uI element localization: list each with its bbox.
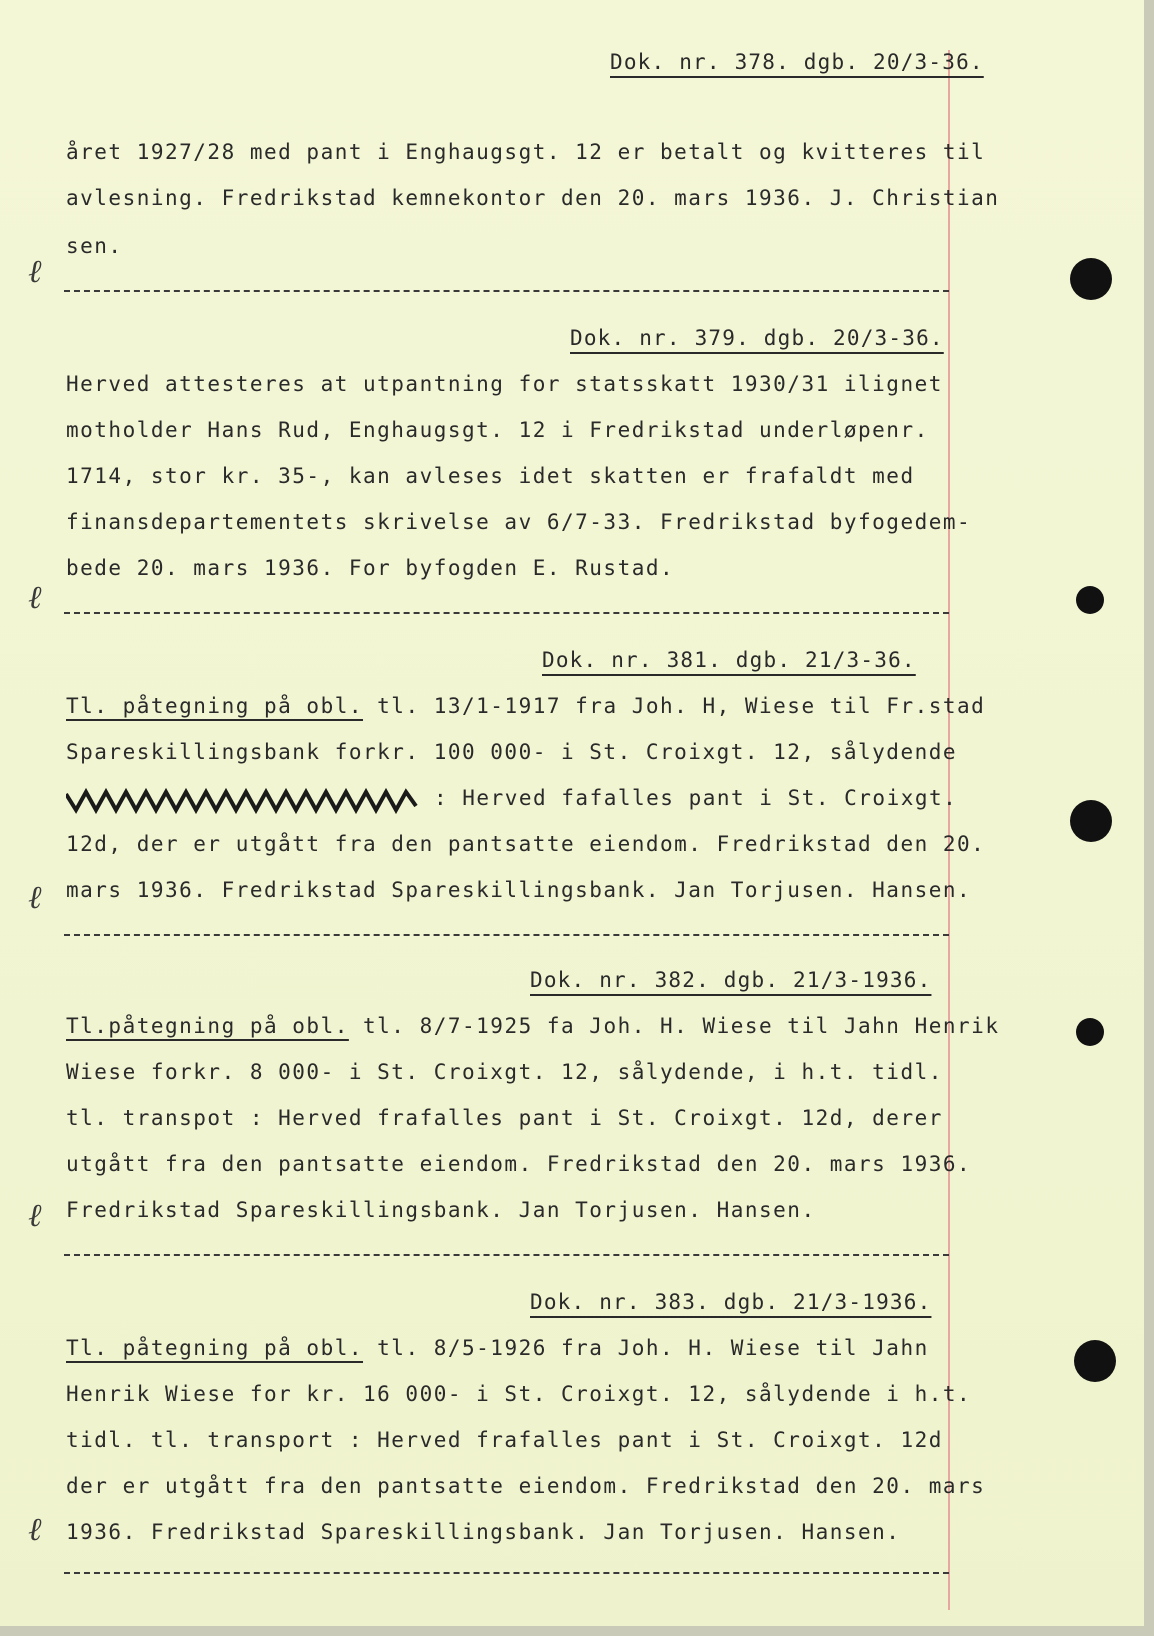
doc-line: 1936. Fredrikstad Spareskillingsbank. Jan Torjusen. Hansen. bbox=[66, 1520, 901, 1544]
doc-line: Henrik Wiese for kr. 16 000- i St. Croixgt. 12, sålydende i h.t. bbox=[66, 1382, 972, 1406]
doc-line: tidl. tl. transport : Herved frafalles pant i St. Croixgt. 12d bbox=[66, 1428, 943, 1452]
doc-line: tl. transpot : Herved frafalles pant i St. Croixgt. 12d, derer bbox=[66, 1106, 943, 1130]
separator bbox=[64, 290, 949, 292]
doc-line: mars 1936. Fredrikstad Spareskillingsbank. Jan Torjusen. Hansen. bbox=[66, 878, 972, 902]
doc-line: Fredrikstad Spareskillingsbank. Jan Torjusen. Hansen. bbox=[66, 1198, 816, 1222]
doc-line: der er utgått fra den pantsatte eiendom. Fredrikstad den 20. mars bbox=[66, 1474, 986, 1498]
doc-line-rest: tl. 8/7-1925 fa Joh. H. Wiese til Jahn Henrik bbox=[348, 1014, 1000, 1038]
doc-line: bede 20. mars 1936. For byfogden E. Rustad. bbox=[66, 556, 675, 580]
doc-line-rest: tl. 13/1-1917 fra Joh. H, Wiese til Fr.stad bbox=[363, 694, 986, 718]
punch-hole-icon bbox=[1076, 1018, 1104, 1046]
doc-header: Dok. nr. 378. dgb. 20/3-36. bbox=[610, 50, 984, 74]
doc-header: Dok. nr. 382. dgb. 21/3-1936. bbox=[530, 968, 932, 992]
handwritten-mark-icon: ℓ bbox=[28, 1510, 42, 1548]
doc-lead: Tl. påtegning på obl. bbox=[66, 1336, 364, 1360]
doc-line bbox=[66, 1336, 929, 1360]
separator bbox=[64, 1572, 949, 1574]
doc-line: 12d, der er utgått fra den pantsatte eiendom. Fredrikstad den 20. bbox=[66, 832, 986, 856]
doc-line: Wiese forkr. 8 000- i St. Croixgt. 12, sålydende, i h.t. tidl. bbox=[66, 1060, 943, 1084]
doc-line: avlesning. Fredrikstad kemnekontor den 20. mars 1936. J. Christian bbox=[66, 186, 1000, 210]
handwritten-mark-icon: ℓ bbox=[28, 578, 42, 616]
punch-hole-icon bbox=[1074, 1340, 1116, 1382]
doc-line: finansdepartementets skrivelse av 6/7-33. Fredrikstad byfogedem- bbox=[66, 510, 972, 534]
doc-line: Spareskillingsbank forkr. 100 000- i St. Croixgt. 12, sålydende bbox=[66, 740, 958, 764]
doc-line: sen. bbox=[66, 234, 123, 258]
struck-out-text-icon bbox=[66, 784, 426, 814]
handwritten-mark-icon: ℓ bbox=[28, 1196, 42, 1234]
doc-line: : Herved fafalles pant i St. Croixgt. bbox=[434, 786, 958, 810]
punch-hole-icon bbox=[1076, 586, 1104, 614]
margin-rule bbox=[948, 50, 950, 1610]
doc-line: året 1927/28 med pant i Enghaugsgt. 12 er betalt og kvitteres til bbox=[66, 140, 986, 164]
punch-hole-icon bbox=[1070, 800, 1112, 842]
doc-lead: Tl.påtegning på obl. bbox=[66, 1014, 349, 1038]
separator bbox=[64, 934, 949, 936]
separator bbox=[64, 612, 949, 614]
doc-line bbox=[66, 1014, 999, 1038]
doc-line: motholder Hans Rud, Enghaugsgt. 12 i Fredrikstad underløpenr. bbox=[66, 418, 929, 442]
doc-lead: Tl. påtegning på obl. bbox=[66, 694, 364, 718]
doc-line-rest: tl. 8/5-1926 fra Joh. H. Wiese til Jahn bbox=[363, 1336, 929, 1360]
doc-header: Dok. nr. 381. dgb. 21/3-36. bbox=[542, 648, 916, 672]
doc-line: Herved attesteres at utpantning for statsskatt 1930/31 ilignet bbox=[66, 372, 943, 396]
doc-line: utgått fra den pantsatte eiendom. Fredrikstad den 20. mars 1936. bbox=[66, 1152, 972, 1176]
doc-line bbox=[66, 694, 985, 718]
handwritten-mark-icon: ℓ bbox=[28, 252, 42, 290]
handwritten-mark-icon: ℓ bbox=[28, 878, 42, 916]
doc-header: Dok. nr. 379. dgb. 20/3-36. bbox=[570, 326, 944, 350]
separator bbox=[64, 1254, 949, 1256]
doc-header: Dok. nr. 383. dgb. 21/3-1936. bbox=[530, 1290, 932, 1314]
doc-line: 1714, stor kr. 35-, kan avleses idet skatten er frafaldt med bbox=[66, 464, 915, 488]
punch-hole-icon bbox=[1070, 258, 1112, 300]
